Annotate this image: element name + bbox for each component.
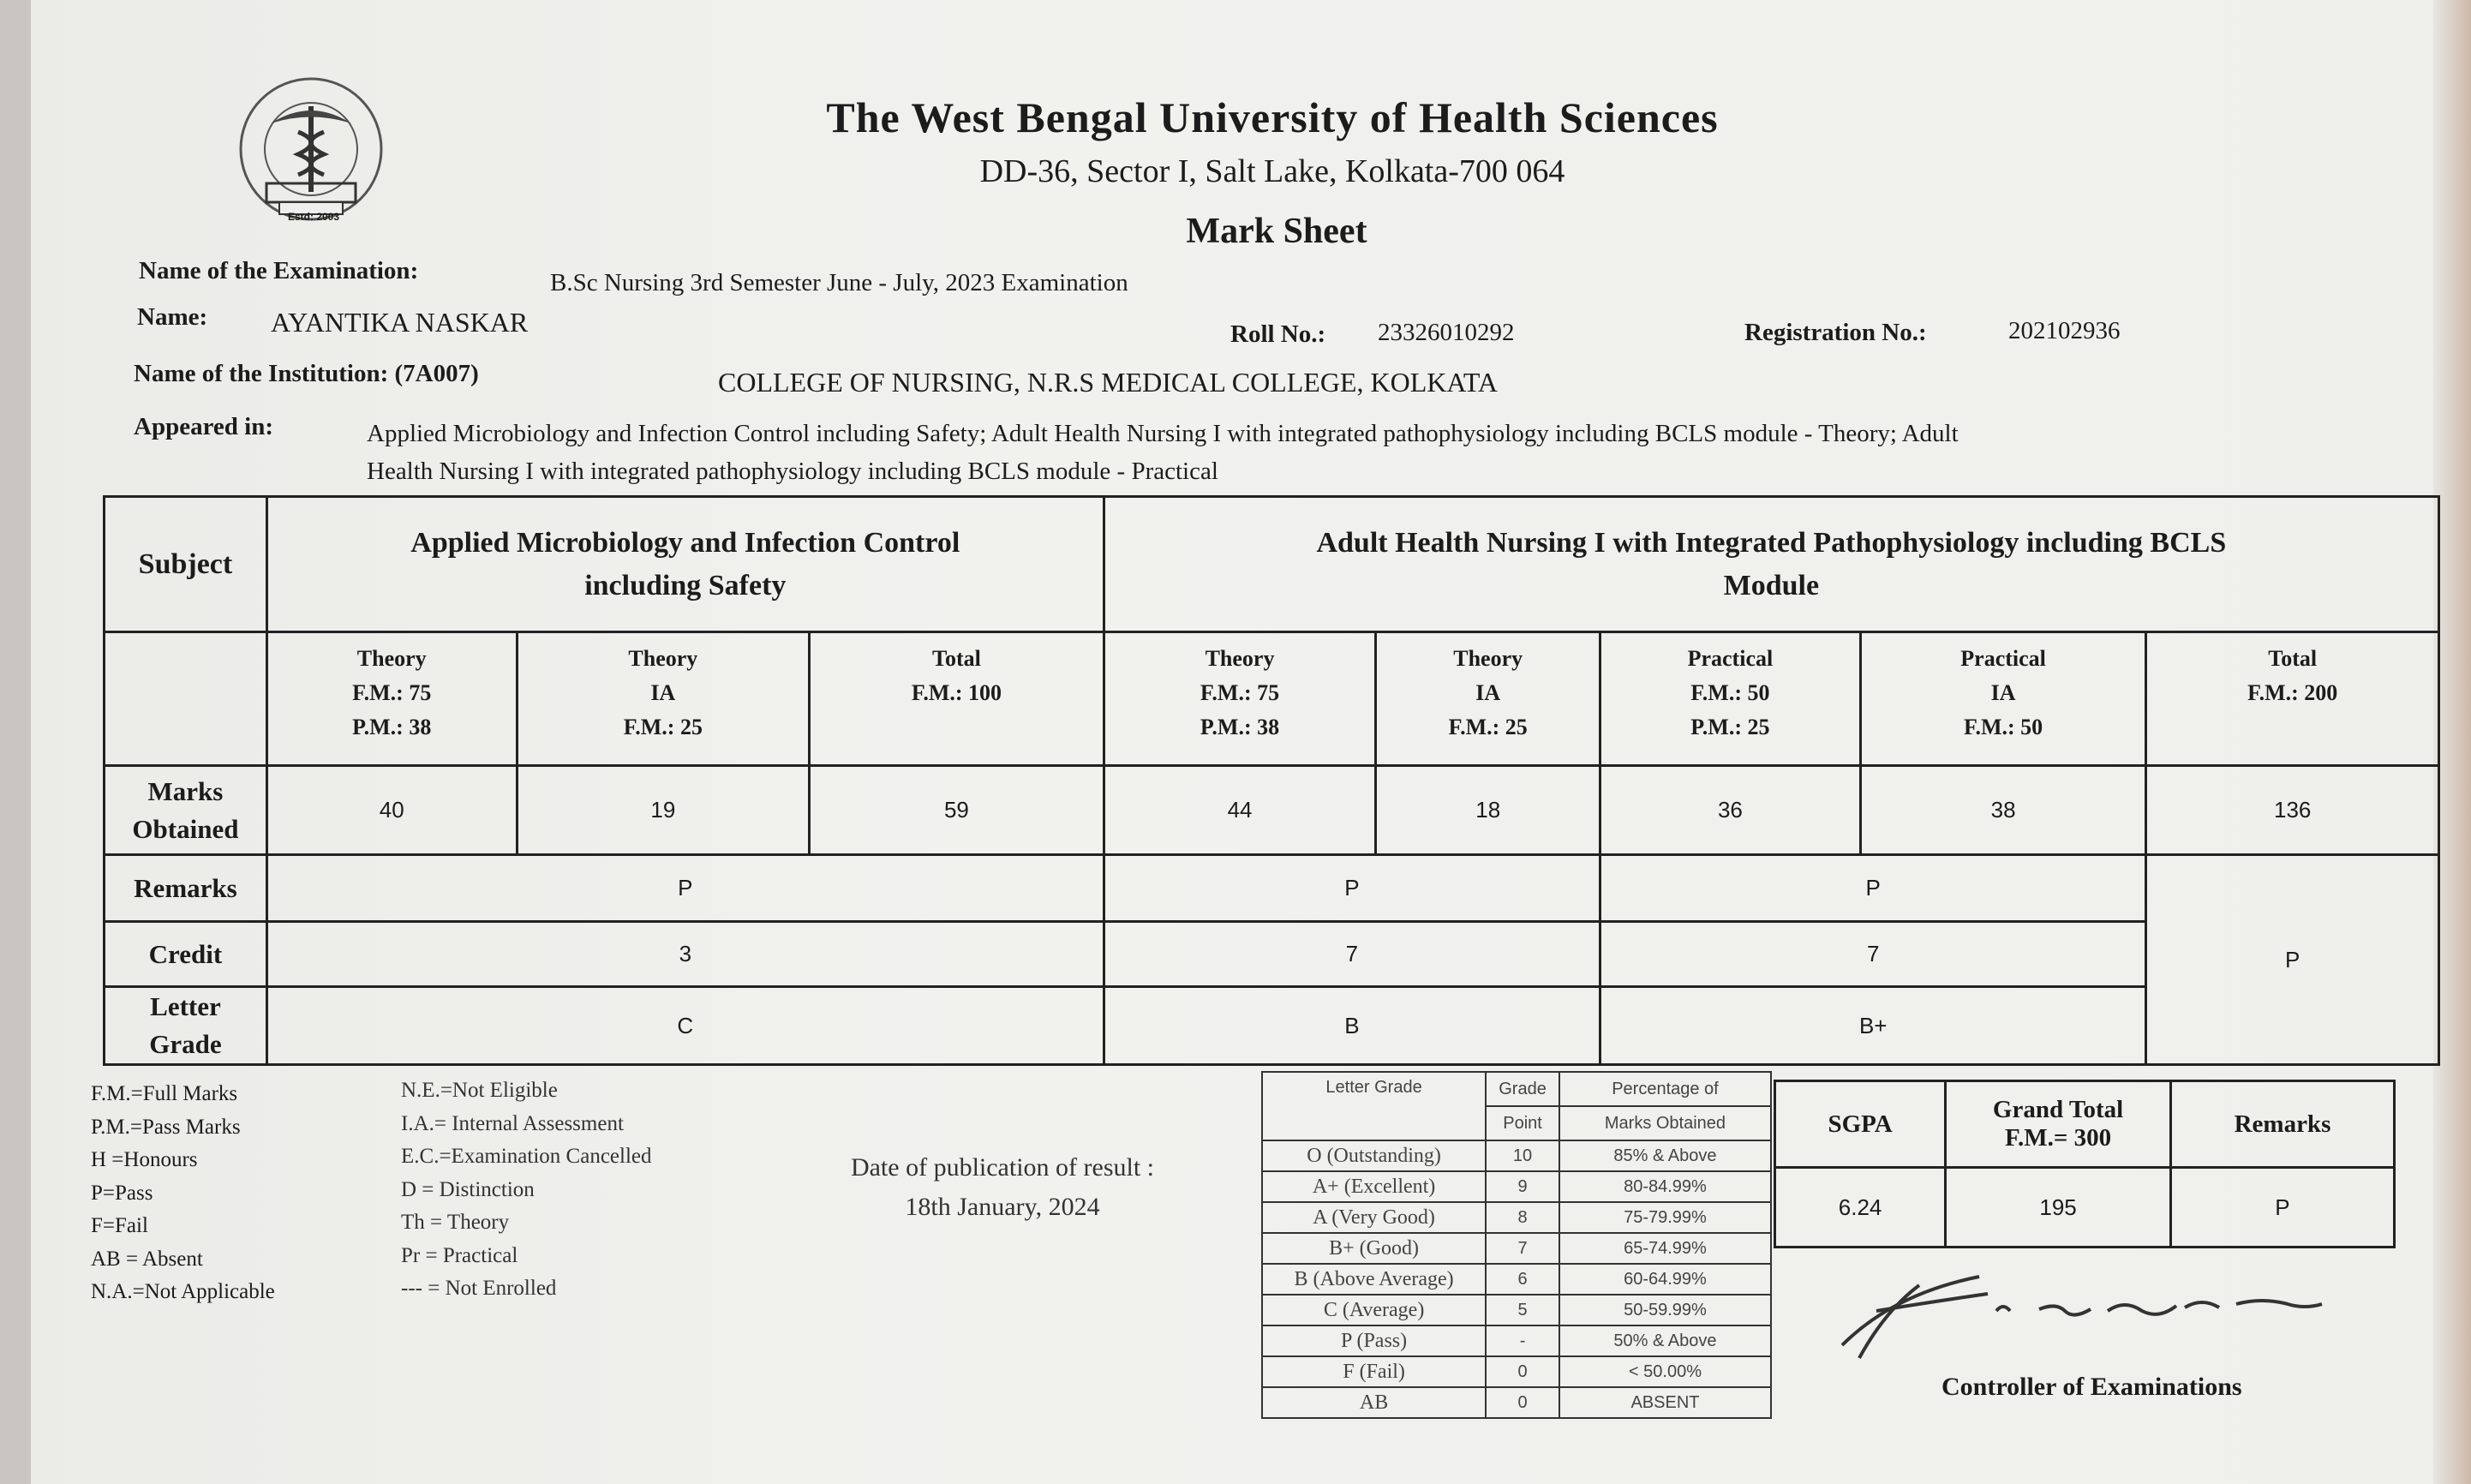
mark-cell: 36 [1600, 766, 1861, 855]
remarks-label: Remarks [105, 855, 267, 922]
grade-header-letter: Letter Grade [1262, 1072, 1486, 1140]
document-title: Mark Sheet [1186, 212, 1367, 251]
institution-label: Name of the Institution: (7A007) [134, 360, 479, 387]
col-header: Total F.M.: 200 [2146, 632, 2439, 766]
col-header: Theory IA F.M.: 25 [1376, 632, 1600, 766]
col-header: Practical F.M.: 50 P.M.: 25 [1600, 632, 1861, 766]
mark-cell: 38 [1860, 766, 2146, 855]
grade-row: A (Very Good) 8 75-79.99% [1262, 1202, 1771, 1233]
credit-cell: 3 [266, 922, 1104, 987]
credit-label: Credit [105, 922, 267, 987]
grade-row: AB 0 ABSENT [1262, 1387, 1771, 1418]
grade-header-marks: Marks Obtained [1559, 1106, 1771, 1140]
subject-2-line-2: Module [1723, 569, 1820, 601]
remark-cell: P [1600, 855, 2146, 922]
remark-cell: P [1104, 855, 1600, 922]
name-value: AYANTIKA NASKAR [271, 307, 529, 338]
grand-total-label: Grand Total F.M.= 300 [1946, 1081, 2171, 1168]
sgpa-label: SGPA [1775, 1081, 1946, 1168]
mark-cell: 136 [2146, 766, 2439, 855]
legend-middle: N.E.=Not Eligible I.A.= Internal Assessment E.C.=Examination Cancelled D = Distinction Th = Theory Pr = Practical --- = Not Enrolled [401, 1079, 652, 1300]
roll-value: 23326010292 [1378, 319, 1515, 346]
col-header: Practical IA F.M.: 50 [1860, 632, 2146, 766]
col-header: Theory F.M.: 75 P.M.: 38 [266, 632, 517, 766]
mark-cell: 19 [517, 766, 810, 855]
mark-cell: 40 [266, 766, 517, 855]
grade-row: O (Outstanding) 10 85% & Above [1262, 1140, 1771, 1171]
registration-label: Registration No.: [1744, 319, 1927, 346]
grade-row: B+ (Good) 7 65-74.99% [1262, 1233, 1771, 1264]
exam-label: Name of the Examination: [139, 257, 419, 284]
letter-grade-label: Letter Grade [105, 987, 267, 1065]
mark-cell: 18 [1376, 766, 1600, 855]
grade-cell: B+ [1600, 987, 2146, 1065]
grade-cell: C [266, 987, 1104, 1065]
appeared-label: Appeared in: [134, 413, 274, 440]
summary-table [1774, 1080, 2396, 1248]
subject-2-line-1: Adult Health Nursing I with Integrated Pathophysiology including BCLS [1316, 526, 2227, 559]
grand-total-value: 195 [1946, 1168, 2171, 1248]
grade-header-percent: Percentage of [1559, 1072, 1771, 1106]
grade-row: P (Pass) - 50% & Above [1262, 1325, 1771, 1356]
col-header: Theory F.M.: 75 P.M.: 38 [1104, 632, 1376, 766]
credit-cell: 7 [1600, 922, 2146, 987]
appeared-line-1: Applied Microbiology and Infection Control including Safety; Adult Health Nursing I with integrated pathophysiology including BCLS module - Theory; Adult [367, 420, 1959, 447]
grade-row: A+ (Excellent) 9 80-84.99% [1262, 1171, 1771, 1202]
grade-scale-table [1261, 1071, 1772, 1419]
grade-header-point: Point [1486, 1106, 1559, 1140]
credit-cell: 7 [1104, 922, 1600, 987]
marks-table [103, 495, 2440, 1066]
controller-title: Controller of Examinations [1942, 1373, 2242, 1401]
blank-cell [105, 632, 267, 766]
marks-obtained-label: Marks Obtained [105, 766, 267, 855]
summary-remarks-value: P [2170, 1168, 2394, 1248]
publication-date: Date of publication of result : 18th January, 2024 [850, 1153, 1155, 1221]
grade-row: C (Average) 5 50-59.99% [1262, 1295, 1771, 1325]
remark-cell: P [266, 855, 1104, 922]
subject-1-line-2: including Safety [584, 569, 787, 601]
subject-1-line-1: Applied Microbiology and Infection Control [410, 526, 960, 559]
summary-remarks-label: Remarks [2170, 1081, 2394, 1168]
subject-2-header [1104, 497, 2438, 632]
col-header: Total F.M.: 100 [810, 632, 1104, 766]
grade-cell: B [1104, 987, 1600, 1065]
university-name: The West Bengal University of Health Sciences [826, 93, 1719, 141]
subject-1-header [266, 497, 1104, 632]
mark-cell: 59 [810, 766, 1104, 855]
logo-estd: Estd: 2003 [288, 211, 340, 223]
grade-row: F (Fail) 0 < 50.00% [1262, 1356, 1771, 1387]
controller-signature [1825, 1260, 2373, 1375]
subject-header: Subject [105, 497, 267, 632]
university-address: DD-36, Sector I, Salt Lake, Kolkata-700 064 [979, 153, 1565, 189]
sgpa-value: 6.24 [1775, 1168, 1946, 1248]
roll-label: Roll No.: [1230, 320, 1326, 348]
name-label: Name: [137, 303, 208, 331]
registration-value: 202102936 [2008, 317, 2121, 344]
overall-remark-cell: P [2146, 855, 2439, 1065]
grade-header-grade: Grade [1486, 1072, 1559, 1106]
col-header: Theory IA F.M.: 25 [517, 632, 810, 766]
legend-left: F.M.=Full Marks P.M.=Pass Marks H =Honours P=Pass F=Fail AB = Absent N.A.=Not Applicable [91, 1082, 275, 1303]
appeared-line-2: Health Nursing I with integrated pathophysiology including BCLS module - Practical [367, 458, 1218, 485]
mark-cell: 44 [1104, 766, 1376, 855]
institution-value: COLLEGE OF NURSING, N.R.S MEDICAL COLLEGE, KOLKATA [718, 367, 1498, 398]
grade-row: B (Above Average) 6 60-64.99% [1262, 1264, 1771, 1295]
exam-value: B.Sc Nursing 3rd Semester June - July, 2023 Examination [550, 269, 1128, 296]
